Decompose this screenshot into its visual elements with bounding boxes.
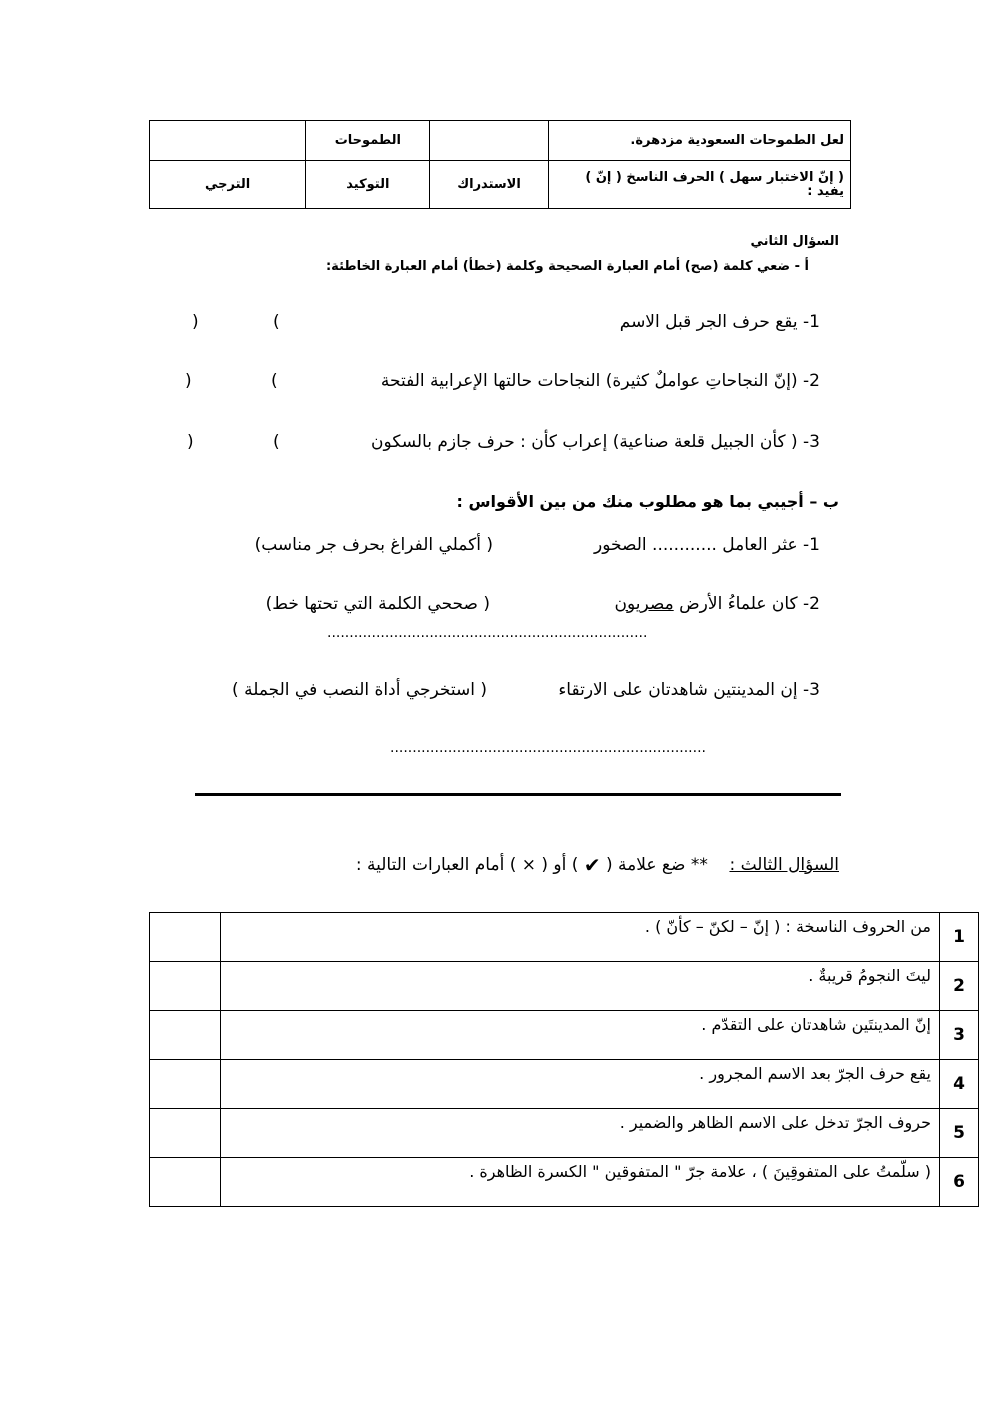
option-cell: الترجي bbox=[150, 161, 306, 209]
answer-dots: ....................................................................... bbox=[390, 740, 706, 756]
row-text: يقع حرف الجرّ بعد الاسم المجرور . bbox=[221, 1060, 940, 1109]
row-text: ( سلّمتُ على المتفوقِينَ ) ، علامة جرّ " المتفوقين " الكسرة الظاهرة . bbox=[221, 1158, 940, 1207]
question-cell: ( إنّ الاختبار سهل ) الحرف الناسخ ( إنّ ) يفيد : bbox=[548, 161, 850, 209]
answer-cell bbox=[150, 121, 306, 161]
check-mark-icon: ✔ bbox=[583, 853, 601, 877]
answer-cell[interactable] bbox=[150, 913, 221, 962]
table-row bbox=[150, 1011, 979, 1060]
row-text: حروف الجرّ تدخل على الاسم الظاهر والضمير . bbox=[221, 1109, 940, 1158]
paren-close: ) bbox=[187, 432, 194, 452]
b-item-2-hint: ( صححي الكلمة التي تحتها خط) bbox=[265, 594, 490, 614]
statement-1: 1- يقع حرف الجر قبل الاسم bbox=[619, 312, 820, 332]
divider-line bbox=[195, 793, 841, 796]
row-text: من الحروف الناسخة : ( إنّ – لكنّ – كأنّ ) . bbox=[221, 913, 940, 962]
answer-cell[interactable] bbox=[150, 1011, 221, 1060]
question-cell: لعل الطموحات السعودية مزدهرة. bbox=[548, 121, 850, 161]
top-table bbox=[149, 120, 851, 209]
answer-dots: ........................................................................ bbox=[327, 625, 648, 641]
row-number: 3 bbox=[940, 1011, 979, 1060]
answer-cell[interactable] bbox=[150, 1109, 221, 1158]
section2-part-b: ب – أجيبي بما هو مطلوب منك من بين الأقواس : bbox=[456, 492, 839, 511]
b-item-2-text: 2- كان علماءُ الأرض bbox=[673, 594, 820, 614]
paren-open: ( bbox=[273, 432, 280, 452]
section3-title: السؤال الثالث : bbox=[729, 855, 839, 875]
option-cell: التوكيد bbox=[306, 161, 430, 209]
b-item-3-hint: ( استخرجي أداة النصب في الجملة ) bbox=[232, 680, 487, 700]
underlined-word: مصريون bbox=[614, 594, 674, 614]
paren-open: ( bbox=[271, 371, 278, 391]
table-row bbox=[150, 913, 979, 962]
paren-close: ) bbox=[192, 312, 199, 332]
row-number: 1 bbox=[940, 913, 979, 962]
section3-heading bbox=[356, 853, 839, 877]
row-number: 4 bbox=[940, 1060, 979, 1109]
section2-part-a: أ - ضعي كلمة (صح) أمام العبارة الصحيحة وكلمة (خطأ) أمام العبارة الخاطئة: bbox=[325, 259, 809, 274]
statement-3: 3- ( كأن الجبيل قلعة صناعية) إعراب كأن : حرف جازم بالسكون bbox=[371, 432, 820, 452]
row-text: إنّ المدينتَين شاهدتان على التقدّم . bbox=[221, 1011, 940, 1060]
answer-cell[interactable] bbox=[150, 962, 221, 1011]
section3-instruction-pre: ** ضع علامة ( bbox=[605, 855, 708, 875]
answer-cell[interactable] bbox=[150, 1158, 221, 1207]
answer-cell bbox=[430, 121, 548, 161]
table-row bbox=[150, 1060, 979, 1109]
b-item-1: 1- عثر العامل ............ الصخور bbox=[594, 535, 820, 555]
row-number: 5 bbox=[940, 1109, 979, 1158]
paren-open: ( bbox=[273, 312, 280, 332]
table-row bbox=[150, 962, 979, 1011]
option-cell: الاستدراك bbox=[430, 161, 548, 209]
section2-title: السؤال الثاني bbox=[750, 234, 839, 249]
true-false-table bbox=[149, 912, 979, 1207]
table-row bbox=[150, 1109, 979, 1158]
paren-close: ) bbox=[185, 371, 192, 391]
b-item-2 bbox=[614, 594, 820, 614]
answer-cell: الطموحات bbox=[306, 121, 430, 161]
row-text: ليتَ النجومُ قريبةٌ . bbox=[221, 962, 940, 1011]
b-item-1-hint: ( أكملي الفراغ بحرف جر مناسب) bbox=[254, 535, 493, 555]
row-number: 6 bbox=[940, 1158, 979, 1207]
b-item-3: 3- إن المدينتين شاهدتان على الارتقاء bbox=[558, 680, 820, 700]
table-row bbox=[150, 1158, 979, 1207]
section3-instruction-post: ) أو ( × ) أمام العبارات التالية : bbox=[355, 855, 579, 875]
answer-cell[interactable] bbox=[150, 1060, 221, 1109]
row-number: 2 bbox=[940, 962, 979, 1011]
statement-2: 2- (إنّ النجاحاتِ عواملٌ كثيرة) النجاحات حالتها الإعرابية الفتحة bbox=[380, 371, 820, 391]
